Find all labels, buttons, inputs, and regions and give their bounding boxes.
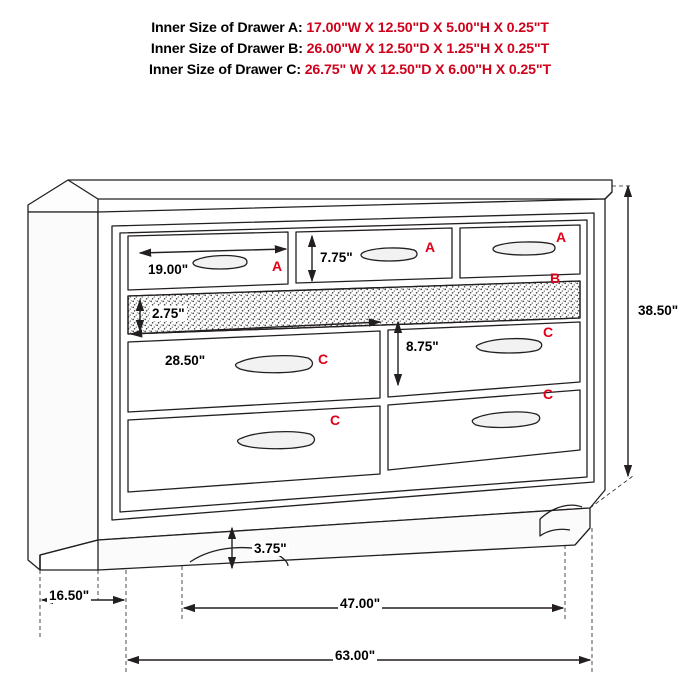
dim-label-63: 63.00" (335, 648, 376, 663)
drawer-tag-a-right: A (556, 229, 567, 245)
spec-label-a: Inner Size of Drawer A: (151, 20, 307, 36)
spec-value-a: 17.00"W X 12.50"D X 5.00"H X 0.25"T (306, 20, 549, 36)
spec-value-c: 26.75" W X 12.50"D X 6.00"H X 0.25"T (304, 62, 551, 78)
dim-label-7-75: 7.75" (320, 250, 353, 265)
spec-label-b: Inner Size of Drawer B: (150, 41, 307, 57)
dim-label-47: 47.00" (340, 596, 381, 611)
spec-label-c: Inner Size of Drawer C: (149, 62, 305, 78)
drawer-tag-a-middle: A (425, 239, 436, 255)
dim-label-28-50: 28.50" (165, 353, 206, 368)
drawer-tag-a-left: A (272, 258, 283, 274)
drawer-tag-c-left-upper: C (318, 351, 329, 367)
dim-label-2-75: 2.75" (152, 306, 185, 321)
dim-label-19: 19.00" (148, 262, 189, 277)
dim-label-3-75: 3.75" (254, 541, 287, 556)
spec-value-b: 26.00"W X 12.50"D X 1.25"H X 0.25"T (306, 41, 550, 57)
dim-label-38-50: 38.50" (638, 303, 679, 318)
drawer-tag-c-right-lower: C (543, 386, 554, 402)
dim-label-16-50: 16.50" (49, 588, 90, 603)
drawer-tag-c-left-lower: C (330, 412, 341, 428)
drawer-tag-b: B (550, 270, 561, 286)
drawer-tag-c-right-upper: C (543, 324, 554, 340)
dim-label-8-75: 8.75" (406, 339, 439, 354)
